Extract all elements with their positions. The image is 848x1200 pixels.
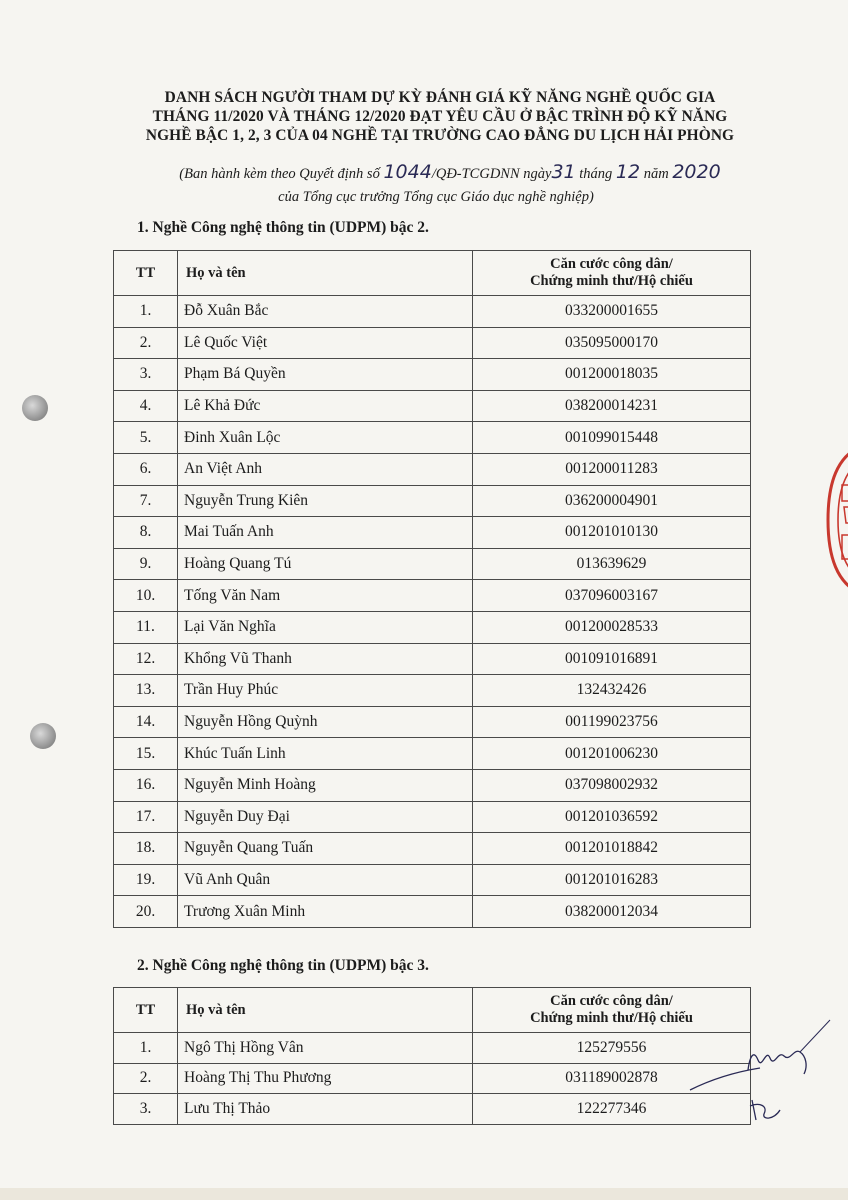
person-name: Trương Xuân Minh [178, 896, 473, 928]
person-name: Nguyễn Minh Hoàng [178, 769, 473, 801]
column-header-name: Họ và tên [178, 988, 473, 1033]
table-row [114, 485, 751, 517]
table-row [114, 1094, 751, 1125]
title-line-3: NGHỀ BẬC 1, 2, 3 CỦA 04 NGHỀ TẠI TRƯỜNG CAO ĐẲNG DU LỊCH HẢI PHÒNG [145, 127, 735, 144]
page-bottom-edge [0, 1188, 848, 1200]
id-number: 033200001655 [473, 296, 751, 328]
decision-reference: (Ban hành kèm theo Quyết định số 1044/QĐ-TCGDNN ngày31 tháng 12 năm 2020 [179, 161, 721, 183]
row-number: 3. [114, 1094, 178, 1125]
person-name: Khúc Tuấn Linh [178, 738, 473, 770]
column-header-name: Họ và tên [178, 251, 473, 296]
row-number: 6. [114, 453, 178, 485]
table-row [114, 801, 751, 833]
table-row [114, 643, 751, 675]
id-number: 001201016283 [473, 864, 751, 896]
id-number: 132432426 [473, 675, 751, 707]
section-1-table [113, 250, 751, 928]
row-number: 2. [114, 1063, 178, 1094]
id-number: 122277346 [473, 1094, 751, 1125]
table-row [114, 296, 751, 328]
person-name: Khổng Vũ Thanh [178, 643, 473, 675]
row-number: 2. [114, 327, 178, 359]
id-number: 001091016891 [473, 643, 751, 675]
row-number: 1. [114, 1033, 178, 1064]
person-name: Nguyễn Trung Kiên [178, 485, 473, 517]
row-number: 19. [114, 864, 178, 896]
table-row [114, 548, 751, 580]
id-number: 125279556 [473, 1033, 751, 1064]
decision-month: 12 [615, 161, 641, 183]
person-name: Trần Huy Phúc [178, 675, 473, 707]
section-2-title: 2. Nghề Công nghệ thông tin (UDPM) bậc 3. [137, 957, 429, 974]
id-number: 038200014231 [473, 390, 751, 422]
red-seal-stamp [824, 445, 848, 595]
person-name: Hoàng Thị Thu Phương [178, 1063, 473, 1094]
row-number: 16. [114, 769, 178, 801]
table-row [114, 359, 751, 391]
table-row [114, 422, 751, 454]
person-name: Lại Văn Nghĩa [178, 611, 473, 643]
column-header-tt: TT [114, 988, 178, 1033]
column-header-id: Căn cước công dân/ Chứng minh thư/Hộ chiếu [473, 251, 751, 296]
table-row [114, 675, 751, 707]
row-number: 17. [114, 801, 178, 833]
title-line-2: THÁNG 11/2020 VÀ THÁNG 12/2020 ĐẠT YÊU CẦU Ở BẬC TRÌNH ĐỘ KỸ NĂNG [152, 108, 728, 125]
table-row [114, 611, 751, 643]
id-number: 035095000170 [473, 327, 751, 359]
table-row [114, 580, 751, 612]
row-number: 8. [114, 517, 178, 549]
handwritten-signature [680, 1010, 840, 1130]
issuer-line: của Tổng cục trưởng Tổng cục Giáo dục nghề nghiệp) [278, 189, 594, 205]
column-header-tt: TT [114, 251, 178, 296]
person-name: Đỗ Xuân Bắc [178, 296, 473, 328]
person-name: Lê Quốc Việt [178, 327, 473, 359]
table-header-row [114, 251, 751, 296]
table-row [114, 833, 751, 865]
row-number: 9. [114, 548, 178, 580]
row-number: 10. [114, 580, 178, 612]
id-number: 001099015448 [473, 422, 751, 454]
table-row [114, 706, 751, 738]
table-row [114, 738, 751, 770]
person-name: Đinh Xuân Lộc [178, 422, 473, 454]
row-number: 12. [114, 643, 178, 675]
person-name: Hoàng Quang Tú [178, 548, 473, 580]
document-title [100, 88, 780, 145]
person-name: Phạm Bá Quyền [178, 359, 473, 391]
person-name: Vũ Anh Quân [178, 864, 473, 896]
person-name: Ngô Thị Hồng Vân [178, 1033, 473, 1064]
person-name: Nguyễn Hồng Quỳnh [178, 706, 473, 738]
id-number: 001200028533 [473, 611, 751, 643]
table-row [114, 896, 751, 928]
row-number: 7. [114, 485, 178, 517]
row-number: 18. [114, 833, 178, 865]
section-1-title: 1. Nghề Công nghệ thông tin (UDPM) bậc 2. [137, 219, 429, 236]
table-row [114, 517, 751, 549]
row-number: 11. [114, 611, 178, 643]
row-number: 4. [114, 390, 178, 422]
person-name: Nguyễn Duy Đại [178, 801, 473, 833]
table-row [114, 453, 751, 485]
row-number: 13. [114, 675, 178, 707]
id-number: 001201006230 [473, 738, 751, 770]
id-number: 001201018842 [473, 833, 751, 865]
table-row [114, 1033, 751, 1064]
table-row [114, 864, 751, 896]
row-number: 1. [114, 296, 178, 328]
table-row [114, 327, 751, 359]
person-name: Mai Tuấn Anh [178, 517, 473, 549]
table-row [114, 769, 751, 801]
id-number: 037098002932 [473, 769, 751, 801]
person-name: Lê Khả Đức [178, 390, 473, 422]
decision-day: 31 [551, 161, 576, 183]
title-line-1: DANH SÁCH NGƯỜI THAM DỰ KỲ ĐÁNH GIÁ KỸ NĂNG NGHỀ QUỐC GIA [164, 89, 716, 106]
id-number: 031189002878 [473, 1063, 751, 1094]
id-number: 038200012034 [473, 896, 751, 928]
section-2-table [113, 987, 751, 1125]
decision-year: 2020 [672, 161, 721, 183]
person-name: Lưu Thị Thảo [178, 1094, 473, 1125]
table-header-row [114, 988, 751, 1033]
row-number: 14. [114, 706, 178, 738]
id-number: 013639629 [473, 548, 751, 580]
person-name: Tống Văn Nam [178, 580, 473, 612]
decision-number: 1044 [383, 161, 432, 183]
person-name: Nguyễn Quang Tuấn [178, 833, 473, 865]
person-name: An Việt Anh [178, 453, 473, 485]
id-number: 001200018035 [473, 359, 751, 391]
row-number: 5. [114, 422, 178, 454]
id-number: 001199023756 [473, 706, 751, 738]
id-number: 001201036592 [473, 801, 751, 833]
id-number: 036200004901 [473, 485, 751, 517]
punch-hole-bottom [30, 723, 56, 749]
table-row [114, 1063, 751, 1094]
row-number: 20. [114, 896, 178, 928]
id-number: 001201010130 [473, 517, 751, 549]
table-row [114, 390, 751, 422]
punch-hole-top [22, 395, 48, 421]
row-number: 3. [114, 359, 178, 391]
id-number: 037096003167 [473, 580, 751, 612]
column-header-id: Căn cước công dân/ Chứng minh thư/Hộ chiếu [473, 988, 751, 1033]
id-number: 001200011283 [473, 453, 751, 485]
row-number: 15. [114, 738, 178, 770]
